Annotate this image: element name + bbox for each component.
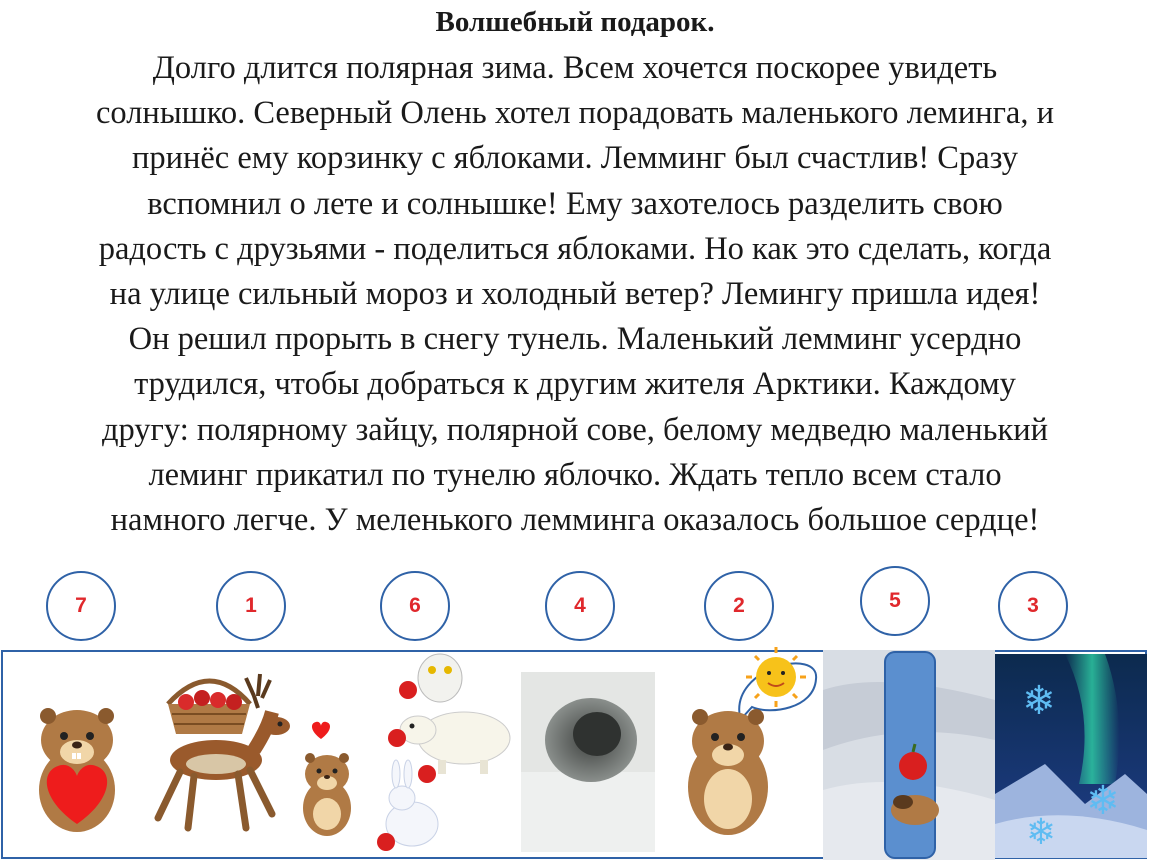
story-line: принёс ему корзинку с яблоками. Лемминг был счастлив! Сразу xyxy=(131,140,1019,177)
lemming-with-heart-picture[interactable] xyxy=(22,700,132,835)
story-line: леминг прикатил по тунелю яблочко. Ждать тепло всем стало xyxy=(148,456,1002,493)
small-heart-icon xyxy=(310,720,332,740)
lemming-dreaming-of-sun-picture[interactable] xyxy=(680,617,820,847)
order-number-circle[interactable]: 6 xyxy=(380,571,450,641)
story-line: Долго длится полярная зима. Всем хочется поскорее увидеть xyxy=(152,50,998,86)
svg-text:❄: ❄ xyxy=(1086,778,1120,824)
polar-night-aurora-picture[interactable] xyxy=(995,654,1147,858)
order-number-circle[interactable]: 3 xyxy=(998,571,1068,641)
story-title: Волшебный подарок. xyxy=(435,6,715,38)
story-line: другу: полярному зайцу, полярной сове, белому медведю маленький xyxy=(101,411,1049,448)
story-line: трудился, чтобы добраться к другим жителя Арктики. Каждому xyxy=(134,366,1016,403)
order-number-circle[interactable]: 5 xyxy=(860,566,930,636)
order-number-circle[interactable]: 4 xyxy=(545,571,615,641)
story-line: радость с друзьями - поделиться яблоками. Но как это сделать, когда xyxy=(98,230,1052,267)
story-line: вспомнил о лете и солнышке! Ему захотелось разделить свою xyxy=(147,185,1003,222)
order-number-circle[interactable]: 1 xyxy=(216,571,286,641)
story-line: солнышко. Северный Олень хотел порадовать маленького леминга, и xyxy=(95,95,1055,132)
svg-text:❄: ❄ xyxy=(1022,678,1056,724)
story-line: Он решил прорыть в снегу тунель. Маленький лемминг усердно xyxy=(128,321,1022,358)
small-lemming-picture[interactable] xyxy=(296,746,358,838)
svg-text:❄: ❄ xyxy=(1025,812,1057,853)
story-line: намного легче. У меленького лемминга оказалось большое сердце! xyxy=(110,502,1040,539)
arctic-friends-with-apples-picture[interactable] xyxy=(372,652,517,857)
story-text xyxy=(0,46,1150,543)
tunnel-with-apple-picture[interactable] xyxy=(823,650,995,860)
reindeer-with-basket-picture[interactable] xyxy=(150,668,290,840)
story-line: на улице сильный мороз и холодный ветер? Лемингу пришла идея! xyxy=(109,276,1041,313)
snow-tunnel-picture[interactable] xyxy=(521,672,655,852)
order-number-circle[interactable]: 7 xyxy=(46,571,116,641)
order-number-circle[interactable]: 2 xyxy=(704,571,774,641)
